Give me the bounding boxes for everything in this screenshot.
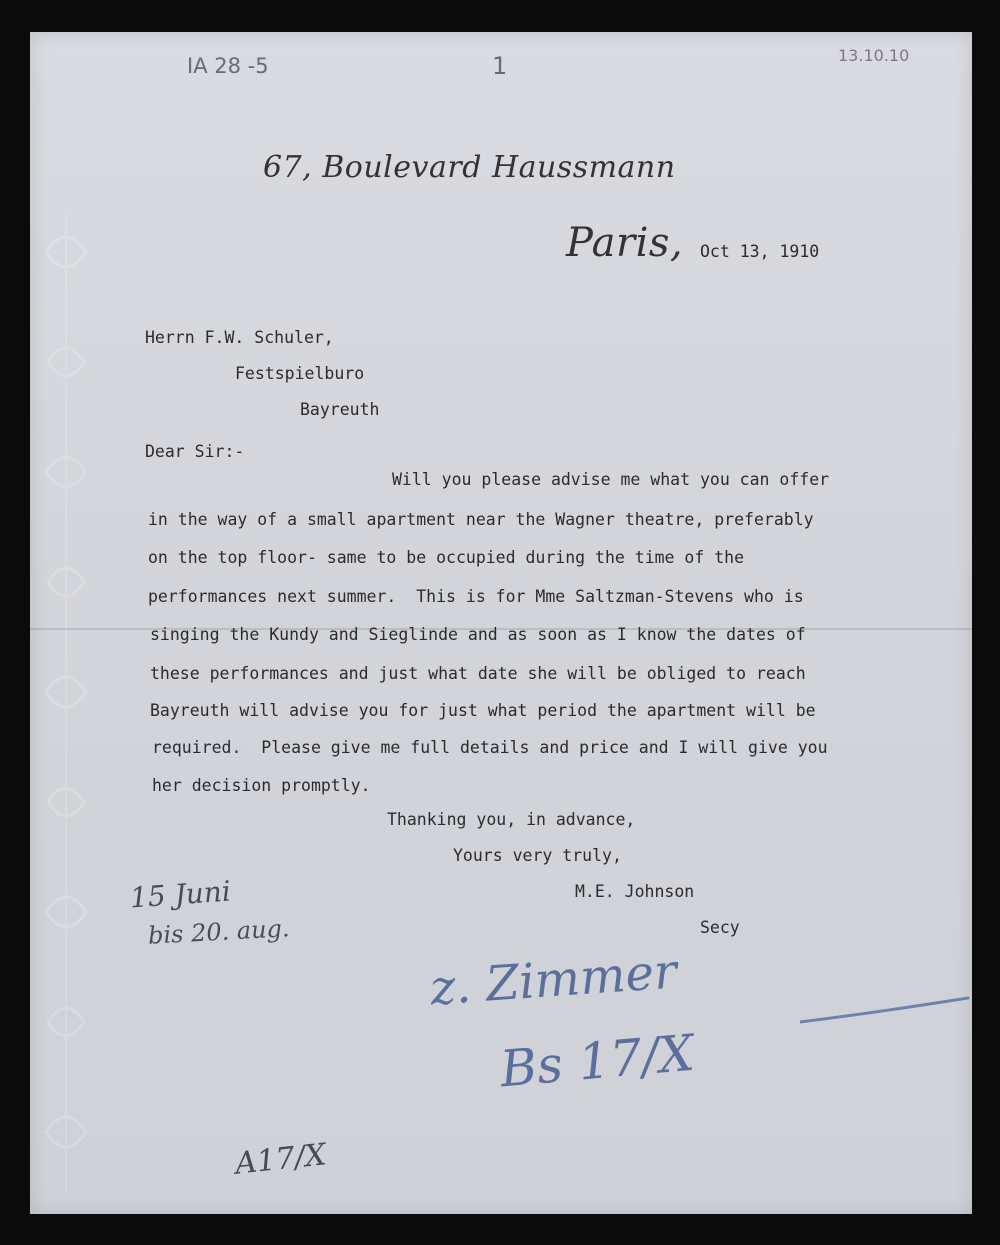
blue-pencil-note-ref: Bs 17/X xyxy=(497,1023,697,1099)
watermark-ornament-icon xyxy=(36,212,96,1192)
recipient-name: Herrn F.W. Schuler, xyxy=(145,328,334,347)
blue-pencil-note-room: z. Zimmer xyxy=(428,943,679,1017)
letter-date: Oct 13, 1910 xyxy=(700,242,820,261)
blue-pencil-stroke-icon xyxy=(800,992,970,1032)
recipient-city: Bayreuth xyxy=(300,400,380,419)
pencil-note-date-from: 15 Juni xyxy=(128,874,232,915)
body-line: Bayreuth will advise you for just what period the apartment will be xyxy=(150,701,816,720)
archive-date-code: 13.10.10 xyxy=(838,46,910,65)
letterhead-city: Paris, xyxy=(566,220,684,266)
body-line: her decision promptly. xyxy=(152,776,371,795)
closing-thanks: Thanking you, in advance, xyxy=(387,810,636,829)
body-line: these performances and just what date she will be obliged to reach xyxy=(150,664,806,683)
body-line: performances next summer. This is for Mme Saltzman-Stevens who is xyxy=(148,587,804,606)
closing-valediction: Yours very truly, xyxy=(453,846,622,865)
body-line: on the top floor- same to be occupied during the time of the xyxy=(148,548,745,567)
signer-title: Secy xyxy=(700,918,740,937)
body-line: singing the Kundy and Sieglinde and as soon as I know the dates of xyxy=(150,625,806,644)
salutation: Dear Sir:- xyxy=(145,442,245,461)
recipient-office: Festspielburo xyxy=(235,364,365,383)
pencil-note-date-to: bis 20. aug. xyxy=(147,914,291,950)
signer-name: M.E. Johnson xyxy=(575,882,695,901)
letter-sheet xyxy=(30,32,972,1214)
page-number: 1 xyxy=(492,52,508,80)
bottom-pencil-mark: A17/X xyxy=(233,1137,328,1182)
archive-signature: IA 28 -5 xyxy=(187,54,269,78)
body-line: required. Please give me full details and price and I will give you xyxy=(152,738,828,757)
letterhead-address: 67, Boulevard Haussmann xyxy=(263,150,676,185)
body-line: Will you please advise me what you can offer xyxy=(392,470,830,489)
body-line: in the way of a small apartment near the Wagner theatre, preferably xyxy=(148,510,814,529)
